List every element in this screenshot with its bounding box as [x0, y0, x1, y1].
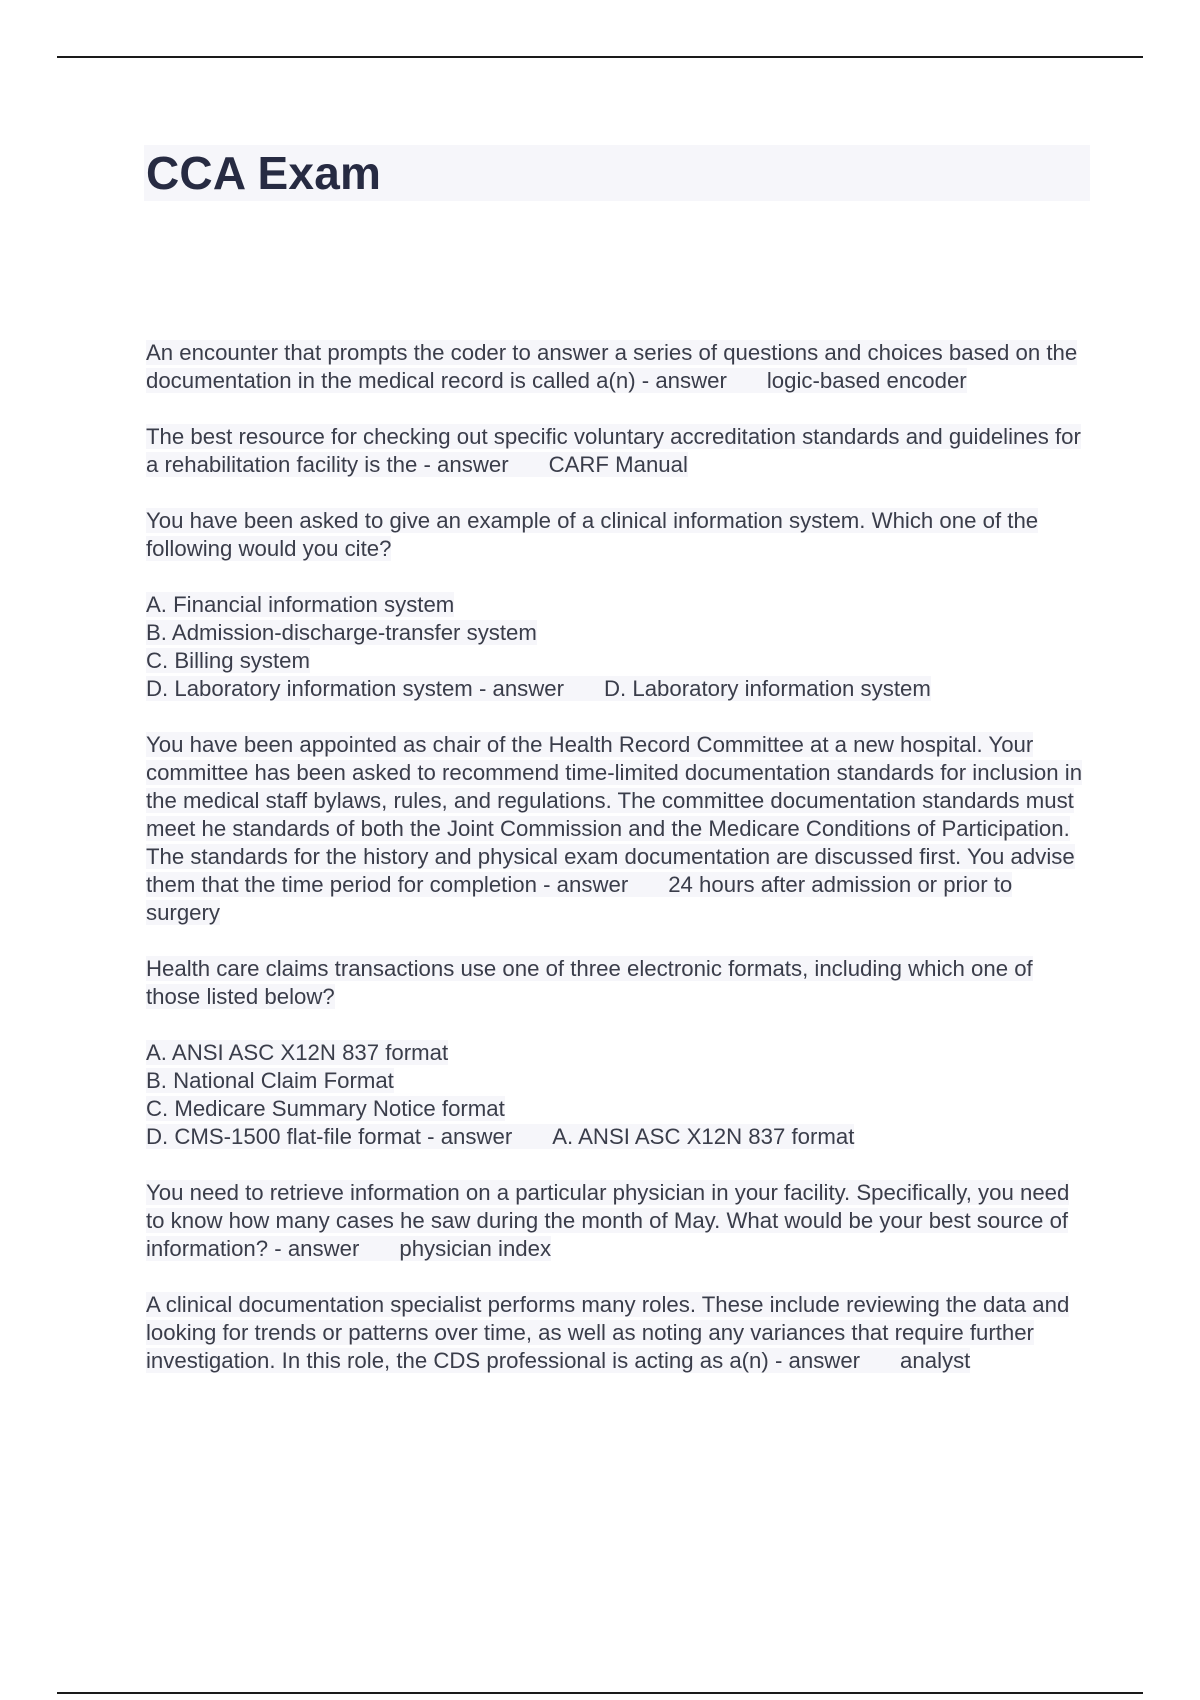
choice-list [146, 1039, 1092, 1151]
choice-b: B. Admission-discharge-transfer system [146, 620, 537, 645]
choice-list [146, 591, 1092, 703]
choice-d-line [146, 676, 931, 701]
answer-marker: - answer [274, 1236, 360, 1261]
bottom-rule [57, 1692, 1143, 1694]
choice-d: D. Laboratory information system [146, 676, 473, 701]
answer-text: analyst [900, 1348, 971, 1373]
choice-c: C. Medicare Summary Notice format [146, 1096, 505, 1121]
qa-item-7 [146, 1291, 1092, 1375]
qa-text [146, 340, 1077, 393]
question-text: You have been appointed as chair of the Health Record Committee at a new hospital. Your committee has been asked to recommend time-limited documentation standards for inclusion in the medical staff bylaws, rules, and regulations. The committee documentation standards must meet he standards of both the Joint Commission and the Medicare Conditions of Participation. The standards for the history and physical exam documentation are discussed first. You advise them that the time period for completion [146, 732, 1083, 897]
page-title: CCA Exam [146, 147, 382, 199]
qa-text [146, 732, 1082, 925]
question-text: An encounter that prompts the coder to answer a series of questions and choices based on the documentation in the medical record is called a(n) [146, 340, 1078, 393]
top-rule [57, 56, 1143, 58]
answer-marker: - answer [427, 1124, 513, 1149]
qa-text [146, 1292, 1069, 1373]
qa-item-6 [146, 1179, 1092, 1263]
question-text: You have been asked to give an example of a clinical information system. Which one of the following would you cite? [146, 508, 1039, 561]
answer-text: D. Laboratory information system [604, 676, 931, 701]
question-text: The best resource for checking out specific voluntary accreditation standards and guidelines for a rehabilitation facility is the [146, 424, 1081, 477]
qa-item-4 [146, 731, 1092, 927]
qa-item-1 [146, 339, 1092, 395]
answer-text: physician index [399, 1236, 552, 1261]
choice-a: A. Financial information system [146, 592, 455, 617]
question-text: You need to retrieve information on a particular physician in your facility. Specifically, you need to know how many cases he saw during the month of May. What would be your best source of information? [146, 1180, 1070, 1261]
qa-list [146, 339, 1092, 1403]
answer-marker: - answer [478, 676, 565, 701]
choice-d-line [146, 1124, 854, 1149]
answer-text: logic-based encoder [766, 368, 967, 393]
qa-text [146, 424, 1081, 477]
answer-marker: - answer [423, 452, 509, 477]
qa-item-3 [146, 507, 1092, 703]
answer-text: A. ANSI ASC X12N 837 format [552, 1124, 855, 1149]
answer-marker: - answer [641, 368, 727, 393]
answer-text: 24 hours after admission or prior to surgery [146, 872, 1013, 925]
question-text: A clinical documentation specialist performs many roles. These include reviewing the data and looking for trends or patterns over time, as well as noting any variances that require further investigation. In this role, the CDS professional is acting as a(n) [146, 1292, 1070, 1373]
qa-text [146, 1180, 1069, 1261]
answer-marker: - answer [774, 1348, 861, 1373]
choice-c: C. Billing system [146, 648, 310, 673]
qa-item-2 [146, 423, 1092, 479]
choice-d: D. CMS-1500 flat-file format [146, 1124, 421, 1149]
answer-marker: - answer [543, 872, 629, 897]
answer-text: CARF Manual [548, 452, 688, 477]
qa-item-5 [146, 955, 1092, 1151]
choice-b: B. National Claim Format [146, 1068, 394, 1093]
choice-a: A. ANSI ASC X12N 837 format [146, 1040, 449, 1065]
question-text: Health care claims transactions use one of three electronic formats, including which one of those listed below? [146, 956, 1033, 1009]
